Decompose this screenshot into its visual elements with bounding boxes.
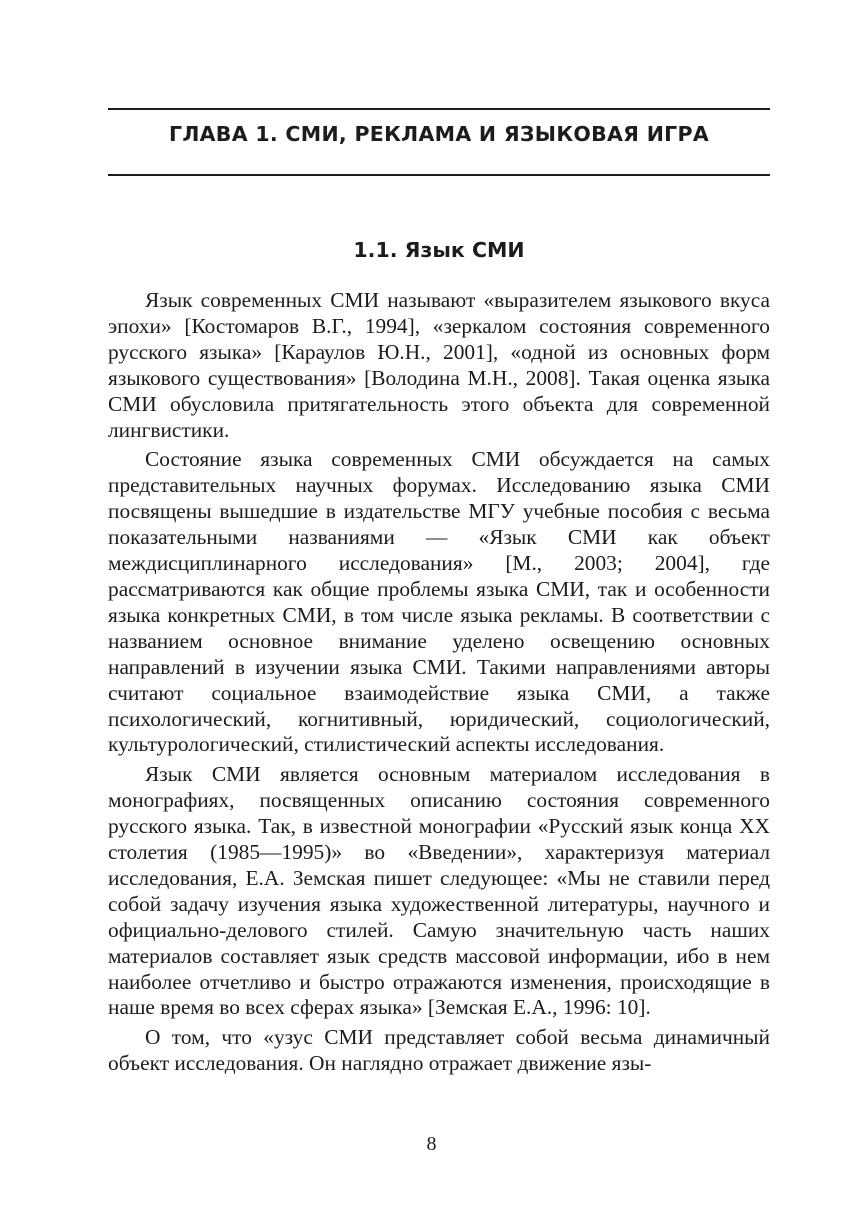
- chapter-title: ГЛАВА 1. СМИ, РЕКЛАМА И ЯЗЫКОВАЯ ИГРА: [168, 122, 710, 146]
- page-number: 8: [426, 1133, 437, 1155]
- paragraph: Состояние языка современных СМИ обсуждается на самых представительных научных форумах. Исследованию языка СМИ посвящены вышедшие в издательстве МГУ учебные пособия с весьма показательными названиями — «Язык СМИ как объект междисциплинарного исследования» [М., 2003; 2004], где рассматриваются как общие проблемы языка СМИ, так и особенности языка конкретных СМИ, в том числе языка рекламы. В соответствии с названием основное внимание уделено освещению основных направлений в изучении языка СМИ. Такими направлениями авторы считают социальное взаимодействие языка СМИ, а также психологический, когнитивный, юридический, социологический, культурологический, стилистический аспекты исследования.: [108, 447, 770, 757]
- section-title: 1.1. Язык СМИ: [353, 238, 525, 262]
- paragraph: Язык СМИ является основным материалом исследования в монографиях, посвященных описанию состояния современного русского языка. Так, в известной монографии «Русский язык конца XX столетия (1985—1995)» во «Введении», характеризуя материал исследования, Е.А. Земская пишет следующее: «Мы не ставили перед собой задачу изучения языка художественной литературы, научного и официально-делового стилей. Самую значительную часть наших материалов составляет язык средств массовой информации, ибо в нем наиболее отчетливо и быстро отражаются изменения, происходящие в наше время во всех сферах языка» [Земская Е.А., 1996: 10].: [108, 762, 770, 1020]
- body-text: [108, 288, 770, 1081]
- chapter-rule-bottom: [108, 174, 770, 176]
- paragraph: О том, что «узус СМИ представляет собой весьма динамичный объект исследования. Он наглядно отражает движение язы-: [108, 1025, 770, 1076]
- paragraph: Язык современных СМИ называют «выразителем языкового вкуса эпохи» [Костомаров В.Г., 1994], «зеркалом состояния современного русского языка» [Караулов Ю.Н., 2001], «одной из основных форм языкового существования» [Володина М.Н., 2008]. Такая оценка языка СМИ обусловила притягательность этого объекта для современной лингвистики.: [108, 288, 770, 442]
- chapter-rule-top: [108, 108, 770, 110]
